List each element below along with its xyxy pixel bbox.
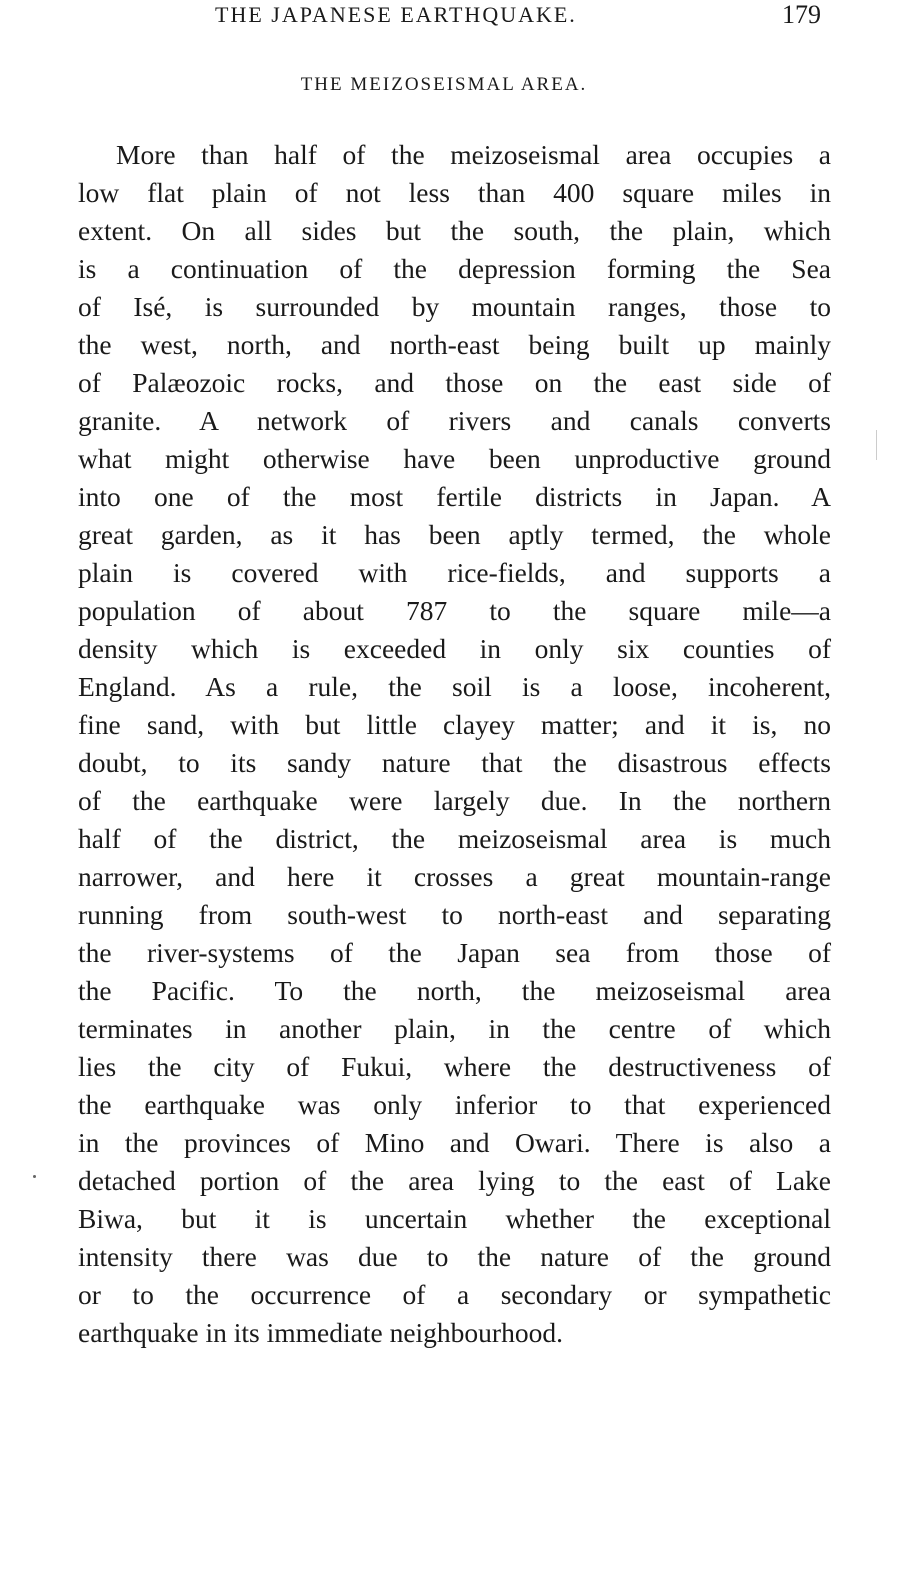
text-line: population of about 787 to the square mile—a [78,595,831,626]
text-line: what might otherwise have been unproductive ground [78,443,831,474]
text-line: or to the occurrence of a secondary or sympathetic [78,1279,831,1310]
text-line: of the earthquake were largely due. In the northern [78,785,831,816]
text-line: great garden, as it has been aptly termed, the whole [78,519,831,550]
text-line: extent. On all sides but the south, the plain, which [78,215,831,246]
text-line: the Pacific. To the north, the meizoseismal area [78,975,831,1006]
text-line: lies the city of Fukui, where the destructiveness of [78,1051,831,1082]
text-line: half of the district, the meizoseismal area is much [78,823,831,854]
scan-speck [33,1175,36,1178]
text-line: low flat plain of not less than 400 square miles in [78,177,831,208]
text-line: fine sand, with but little clayey matter; and it is, no [78,709,831,740]
body-paragraph [78,136,831,1352]
text-line: narrower, and here it crosses a great mountain-range [78,861,831,892]
text-line: doubt, to its sandy nature that the disastrous effects [78,747,831,778]
text-line: the west, north, and north-east being built up mainly [78,329,831,360]
text-line: in the provinces of Mino and Owari. There is also a [78,1127,831,1158]
text-line: into one of the most fertile districts in Japan. A [78,481,831,512]
page-number: 179 [782,0,821,29]
section-title-wrap [0,74,900,96]
text-line: detached portion of the area lying to the east of Lake [78,1165,831,1196]
section-title: THE MEIZOSEISMAL AREA. [300,74,588,95]
text-line: intensity there was due to the nature of the ground [78,1241,831,1272]
text-line: the river-systems of the Japan sea from those of [78,937,831,968]
text-line: is a continuation of the depression forming the Sea [78,253,831,284]
text-line: plain is covered with rice-fields, and supports a [78,557,831,588]
text-line: England. As a rule, the soil is a loose, incoherent, [78,671,831,702]
text-line: of Isé, is surrounded by mountain ranges, those to [78,291,831,322]
text-line: the earthquake was only inferior to that experienced [78,1089,831,1120]
text-line: granite. A network of rivers and canals converts [78,405,831,436]
text-line: earthquake in its immediate neighbourhood. [78,1317,563,1348]
text-line: density which is exceeded in only six counties of [78,633,831,664]
running-head: THE JAPANESE EARTHQUAKE. [215,2,577,27]
text-line: running from south-west to north-east and separating [78,899,831,930]
text-line: More than half of the meizoseismal area occupies a [116,139,831,170]
text-line: of Palæozoic rocks, and those on the east side of [78,367,831,398]
text-line: terminates in another plain, in the centre of which [78,1013,831,1044]
text-line: Biwa, but it is uncertain whether the exceptional [78,1203,831,1234]
scan-mark [876,430,877,460]
